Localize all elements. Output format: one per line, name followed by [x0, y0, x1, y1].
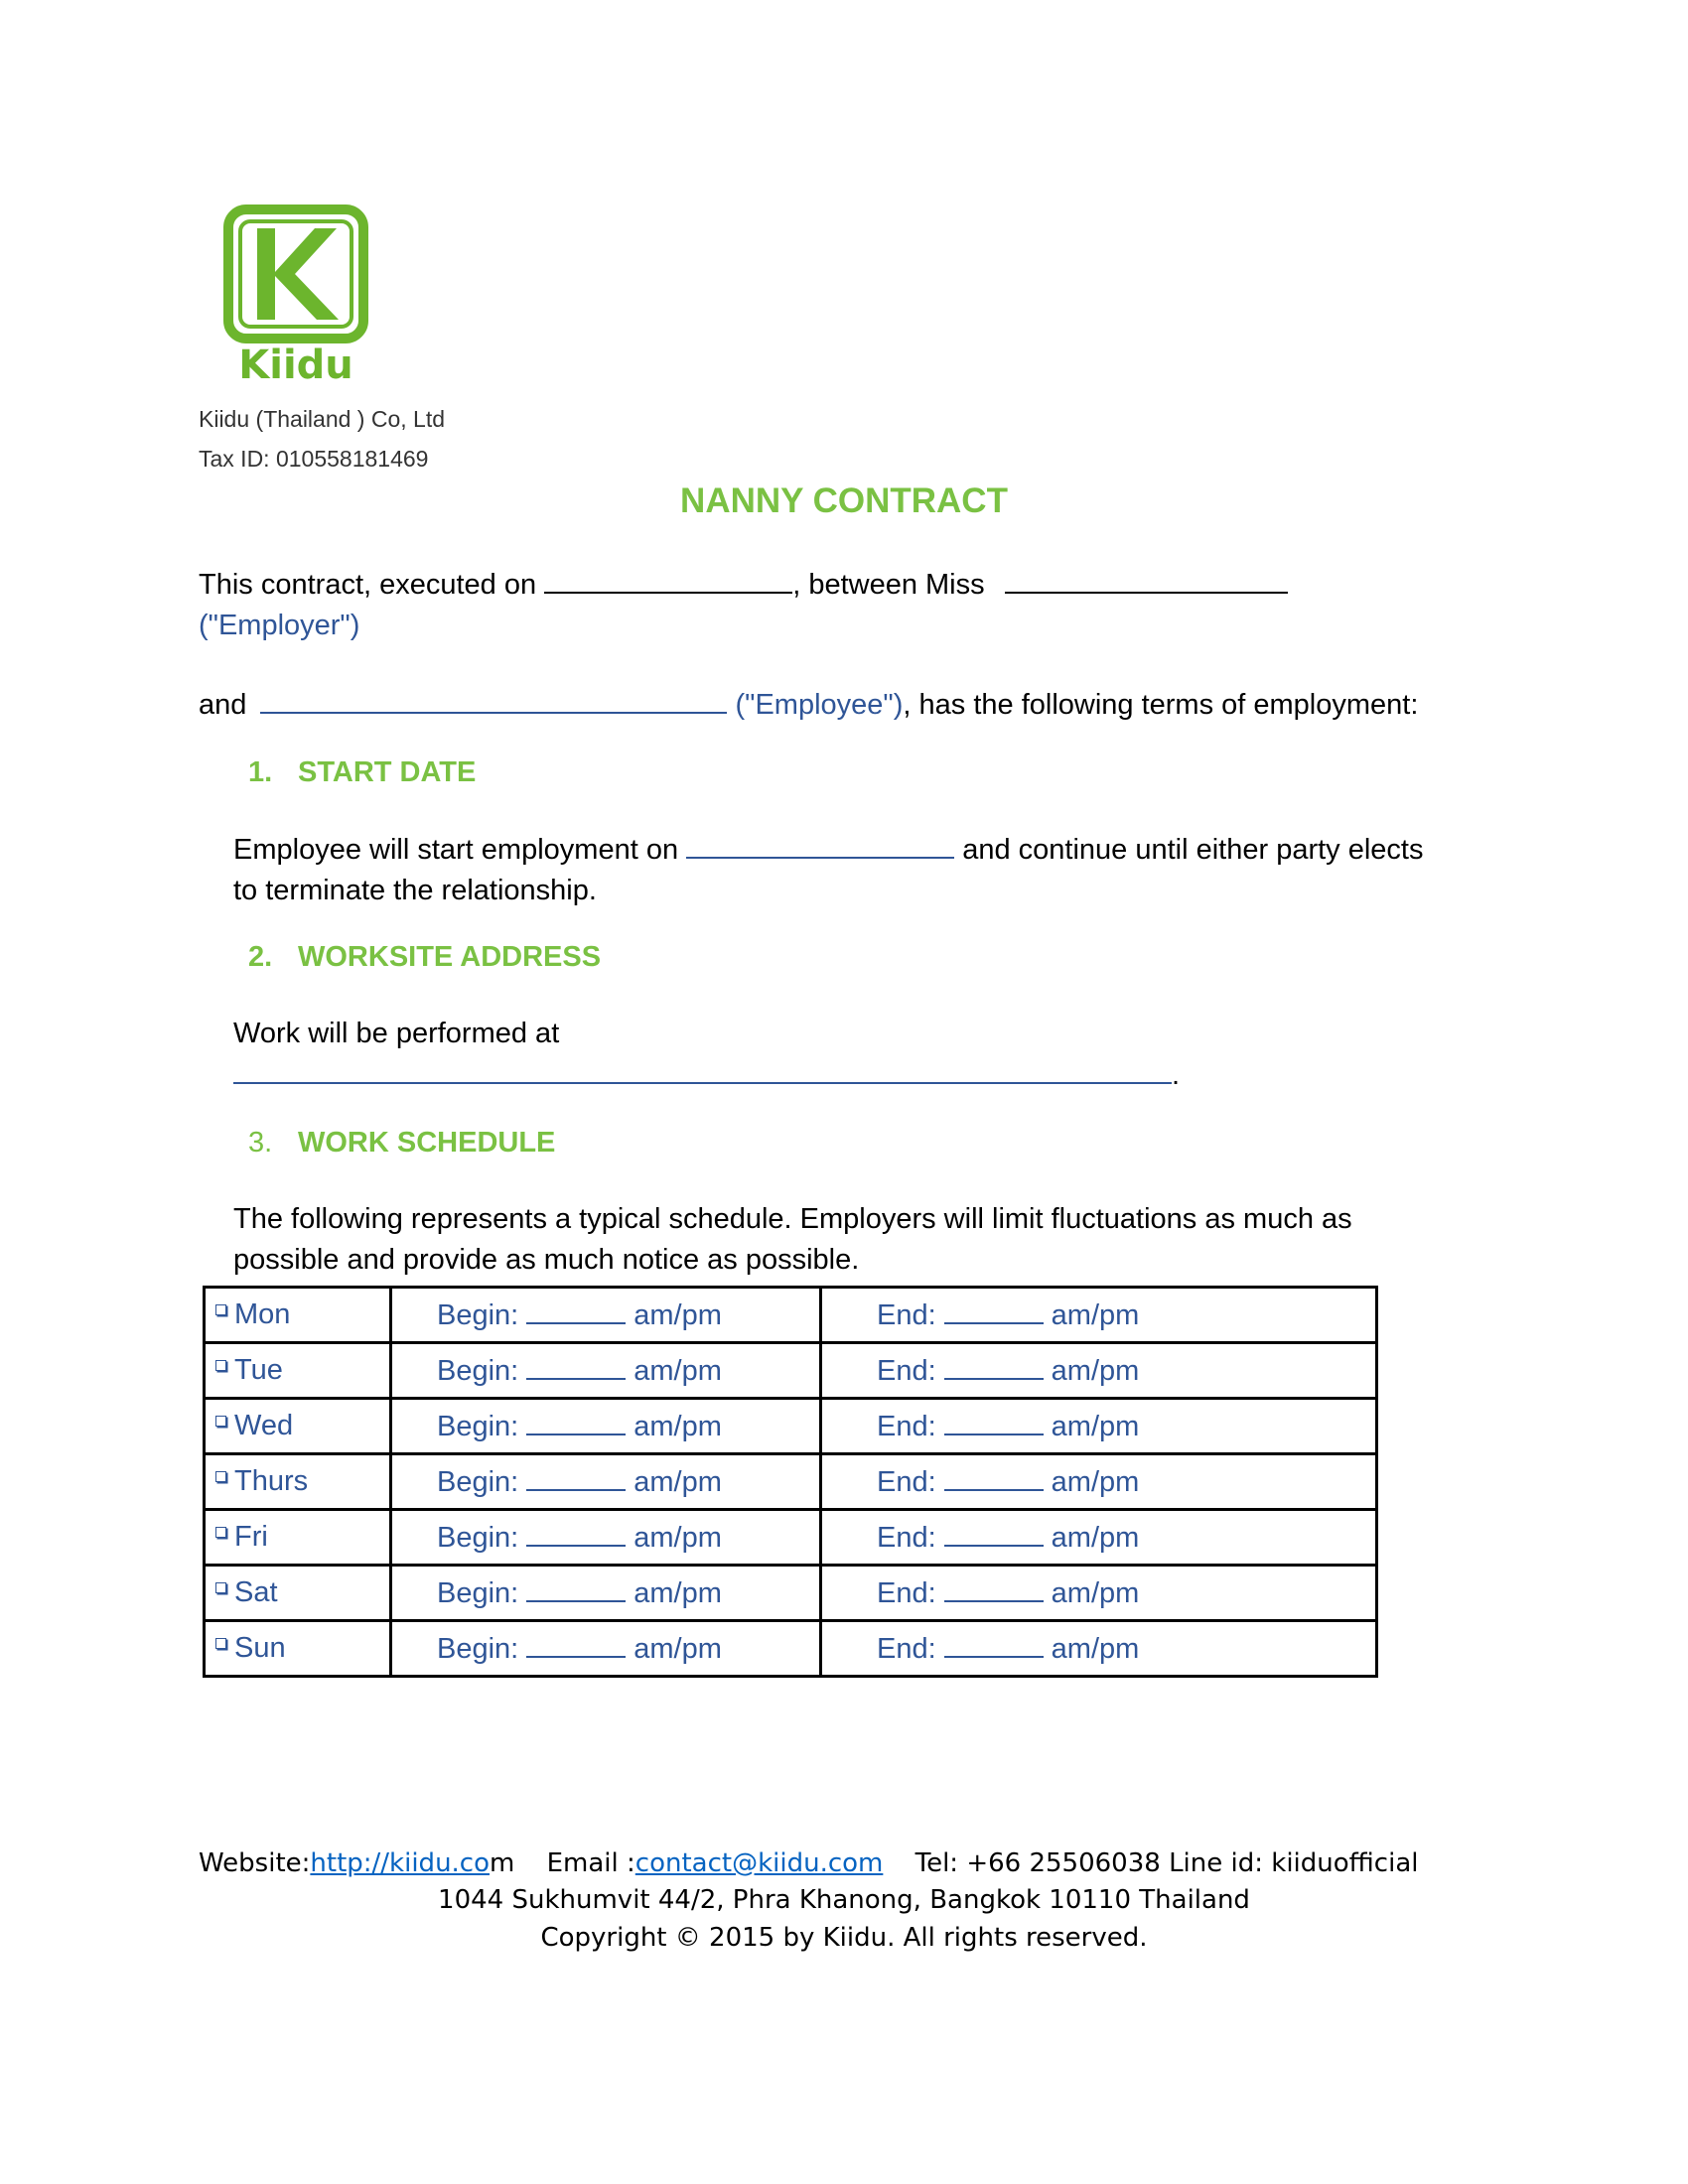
- end-ampm: am/pm: [1051, 1576, 1140, 1609]
- employee-label: ("Employee"): [735, 689, 904, 721]
- end-cell: [821, 1399, 1377, 1454]
- schedule-row: [205, 1399, 1377, 1454]
- intro-line-2: [199, 684, 1418, 726]
- end-time-blank[interactable]: [944, 1298, 1044, 1324]
- end-cell: [821, 1454, 1377, 1510]
- company-name: Kiidu (Thailand ) Co, Ltd: [199, 406, 446, 432]
- svg-text:Kiidu: Kiidu: [238, 342, 353, 388]
- end-ampm: am/pm: [1051, 1521, 1140, 1554]
- end-cell: [821, 1343, 1377, 1399]
- intro-paragraph: [199, 564, 1288, 646]
- begin-time-blank[interactable]: [526, 1354, 626, 1380]
- day-label: Fri: [234, 1521, 268, 1553]
- end-cell: [821, 1288, 1377, 1343]
- website-link[interactable]: http://kiidu.co: [310, 1848, 491, 1878]
- begin-cell: [391, 1621, 821, 1677]
- end-label: End:: [877, 1465, 936, 1498]
- begin-cell: [391, 1343, 821, 1399]
- phone-line-id: Tel: +66 25506038 Line id: kiiduofficial: [914, 1848, 1419, 1878]
- begin-cell: [391, 1399, 821, 1454]
- end-label: End:: [877, 1632, 936, 1665]
- day-cell: [205, 1288, 391, 1343]
- checkbox-icon[interactable]: [215, 1582, 226, 1593]
- checkbox-icon[interactable]: [215, 1416, 226, 1427]
- begin-cell: [391, 1510, 821, 1566]
- employee-name-blank[interactable]: [260, 684, 727, 714]
- begin-label: Begin:: [437, 1576, 519, 1609]
- end-ampm: am/pm: [1051, 1465, 1140, 1498]
- schedule-row: [205, 1510, 1377, 1566]
- begin-label: Begin:: [437, 1354, 519, 1387]
- begin-ampm: am/pm: [633, 1576, 722, 1609]
- kiidu-logo: [223, 205, 370, 388]
- begin-time-blank[interactable]: [526, 1521, 626, 1547]
- section-heading-worksite: 2. WORKSITE ADDRESS: [248, 941, 602, 973]
- day-label: Thurs: [234, 1465, 309, 1497]
- date-blank[interactable]: [544, 564, 792, 594]
- worksite-address-blank[interactable]: [233, 1054, 1172, 1084]
- begin-cell: [391, 1288, 821, 1343]
- end-cell: [821, 1566, 1377, 1621]
- checkbox-icon[interactable]: [215, 1360, 226, 1371]
- section-heading-start-date: 1. START DATE: [248, 756, 477, 788]
- begin-time-blank[interactable]: [526, 1576, 626, 1602]
- end-time-blank[interactable]: [944, 1465, 1044, 1491]
- begin-ampm: am/pm: [633, 1298, 722, 1331]
- checkbox-icon[interactable]: [215, 1304, 226, 1315]
- end-time-blank[interactable]: [944, 1354, 1044, 1380]
- schedule-paragraph: The following represents a typical schedule. Employers will limit fluctuations as much as possible and provide as much notice as possible.: [233, 1203, 1352, 1276]
- day-cell: [205, 1454, 391, 1510]
- footer-contact-line: Website:http://kiidu.com Email :contact@kiidu.com Tel: +66 25506038 Line id: kiiduofficial: [199, 1848, 1419, 1878]
- day-label: Sat: [234, 1576, 278, 1608]
- begin-label: Begin:: [437, 1410, 519, 1442]
- worksite-paragraph: Work will be performed at .: [233, 1018, 1181, 1091]
- end-time-blank[interactable]: [944, 1410, 1044, 1435]
- schedule-table: [203, 1286, 1378, 1678]
- end-ampm: am/pm: [1051, 1298, 1140, 1331]
- end-time-blank[interactable]: [944, 1576, 1044, 1602]
- end-ampm: am/pm: [1051, 1632, 1140, 1665]
- end-ampm: am/pm: [1051, 1410, 1140, 1442]
- begin-ampm: am/pm: [633, 1521, 722, 1554]
- employer-label: ("Employer"): [199, 610, 360, 641]
- footer-copyright: Copyright © 2015 by Kiidu. All rights reserved.: [540, 1923, 1148, 1953]
- schedule-row: [205, 1621, 1377, 1677]
- employer-name-blank[interactable]: [1005, 564, 1288, 594]
- begin-label: Begin:: [437, 1465, 519, 1498]
- document-title: NANNY CONTRACT: [680, 481, 1008, 520]
- end-label: End:: [877, 1410, 936, 1442]
- start-date-blank[interactable]: [686, 829, 954, 859]
- day-cell: [205, 1621, 391, 1677]
- intro-text-and: and: [199, 689, 247, 721]
- day-label: Mon: [234, 1298, 291, 1330]
- begin-time-blank[interactable]: [526, 1632, 626, 1658]
- start-date-paragraph: Employee will start employment on and continue until either party elects to terminate the relationship.: [233, 829, 1424, 911]
- checkbox-icon[interactable]: [215, 1471, 226, 1482]
- begin-cell: [391, 1454, 821, 1510]
- schedule-row: [205, 1566, 1377, 1621]
- end-cell: [821, 1621, 1377, 1677]
- day-cell: [205, 1399, 391, 1454]
- begin-time-blank[interactable]: [526, 1410, 626, 1435]
- end-time-blank[interactable]: [944, 1521, 1044, 1547]
- intro-text-between: , between Miss: [792, 569, 985, 601]
- company-info: [199, 399, 445, 478]
- email-link[interactable]: contact@kiidu.com: [634, 1848, 884, 1878]
- begin-ampm: am/pm: [633, 1465, 722, 1498]
- begin-label: Begin:: [437, 1298, 519, 1331]
- footer-address: 1044 Sukhumvit 44/2, Phra Khanong, Bangkok 10110 Thailand: [438, 1885, 1250, 1915]
- end-label: End:: [877, 1521, 936, 1554]
- day-label: Sun: [234, 1632, 286, 1664]
- begin-time-blank[interactable]: [526, 1298, 626, 1324]
- begin-label: Begin:: [437, 1521, 519, 1554]
- schedule-row: [205, 1288, 1377, 1343]
- tax-id: Tax ID: 010558181469: [199, 446, 429, 472]
- end-label: End:: [877, 1298, 936, 1331]
- schedule-row: [205, 1454, 1377, 1510]
- begin-ampm: am/pm: [633, 1410, 722, 1442]
- checkbox-icon[interactable]: [215, 1638, 226, 1649]
- end-label: End:: [877, 1354, 936, 1387]
- end-label: End:: [877, 1576, 936, 1609]
- begin-ampm: am/pm: [633, 1354, 722, 1387]
- begin-ampm: am/pm: [633, 1632, 722, 1665]
- day-label: Wed: [234, 1410, 294, 1441]
- checkbox-icon[interactable]: [215, 1527, 226, 1538]
- intro-text-executed: This contract, executed on: [199, 569, 537, 601]
- day-cell: [205, 1343, 391, 1399]
- end-ampm: am/pm: [1051, 1354, 1140, 1387]
- schedule-row: [205, 1343, 1377, 1399]
- day-cell: [205, 1566, 391, 1621]
- day-cell: [205, 1510, 391, 1566]
- begin-label: Begin:: [437, 1632, 519, 1665]
- begin-cell: [391, 1566, 821, 1621]
- day-label: Tue: [234, 1354, 283, 1386]
- end-cell: [821, 1510, 1377, 1566]
- begin-time-blank[interactable]: [526, 1465, 626, 1491]
- intro-text-terms: , has the following terms of employment:: [903, 689, 1419, 721]
- end-time-blank[interactable]: [944, 1632, 1044, 1658]
- section-heading-schedule: 3. WORK SCHEDULE: [248, 1127, 556, 1159]
